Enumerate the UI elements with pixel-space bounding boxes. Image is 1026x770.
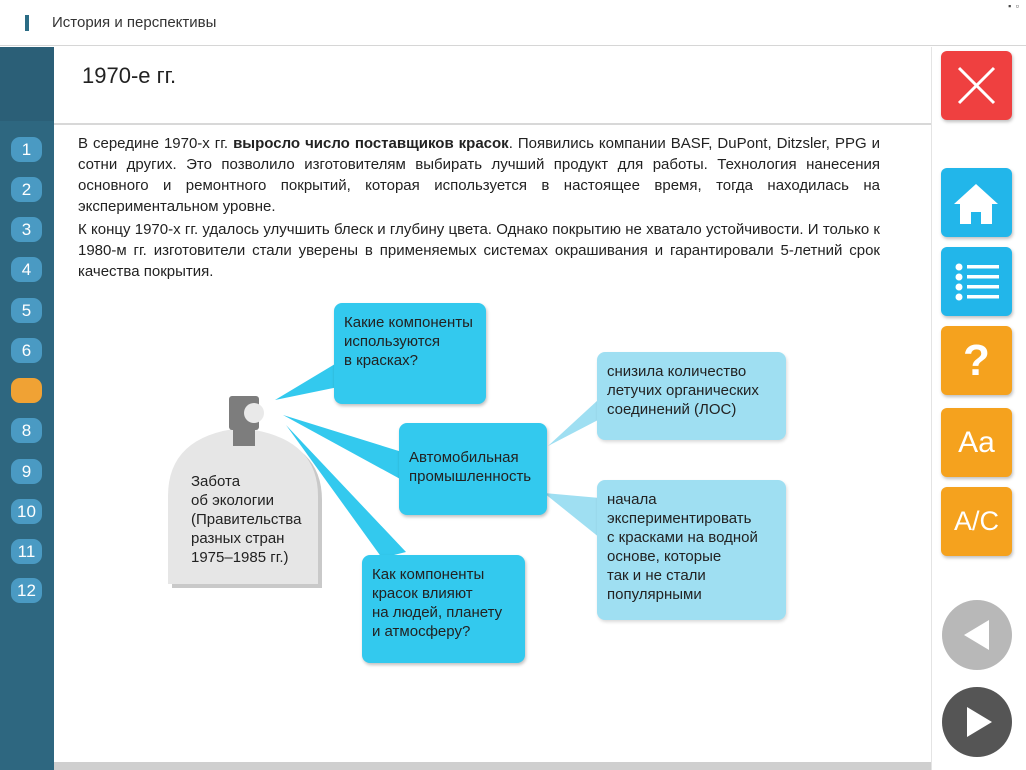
nav-item-5[interactable]: 5 (11, 298, 42, 323)
window-controls[interactable]: ▪ ▫ (1008, 1, 1020, 11)
result-waterborne-bubble: начала экспериментировать с красками на водной основе, которые так и не стали популярными (597, 480, 786, 620)
paragraph-2: К концу 1970-х гг. удалось улучшить блеск и глубину цвета. Однако покрытию не хватало устойчивости. И только к 1980-м гг. изготовители стали уверены в применяемых системах окрашивания и гарантировали 5-летний срок качества покрытия. (78, 221, 880, 280)
nav-item-2[interactable]: 2 (11, 177, 42, 202)
nav-item-8[interactable]: 8 (11, 418, 42, 443)
prev-button[interactable] (942, 600, 1012, 670)
nav-item-12[interactable]: 12 (11, 578, 42, 603)
ac-icon: A/C (953, 506, 999, 536)
font-size-button[interactable] (941, 408, 1012, 477)
close-button[interactable] (941, 51, 1012, 120)
close-icon (941, 51, 1012, 120)
home-button[interactable] (941, 168, 1012, 237)
question-impact-bubble: Как компоненты красок влияют на людей, планету и атмосферу? (362, 555, 525, 663)
font-icon: Aa (958, 426, 995, 459)
help-button[interactable] (941, 326, 1012, 395)
question-components-bubble: Какие компоненты используются в красках? (334, 303, 486, 404)
window-title: История и перспективы (52, 14, 217, 31)
paragraph-1-end: . Появились компании BASF, DuPont, Ditzsler, PPG и сотни других. Это позволило изготовителям выбирать лучший продукт для работы. Технология нанесения основного и ремонтного покрытий, которая используется в настоящее время, тогда находилась на экспериментальном уровне. (78, 135, 880, 215)
help-icon: ? (963, 336, 990, 385)
ecology-label: Забота об экологии (Правительства разных стран 1975–1985 гг.) (191, 473, 302, 566)
nav-item-3[interactable]: 3 (11, 217, 42, 242)
auto-industry-bubble: Автомобильная промышленность (399, 423, 547, 515)
nav-item-11[interactable]: 11 (11, 539, 42, 564)
nav-item-4[interactable]: 4 (11, 257, 42, 282)
paragraph-1-bold: выросло число поставщиков красок (233, 135, 509, 152)
next-icon (942, 687, 1012, 757)
result-voc-bubble: снизила количество летучих органических соединений (ЛОС) (597, 352, 786, 440)
connector-to-r1 (548, 400, 598, 446)
nav-item-10[interactable]: 10 (11, 499, 42, 524)
next-button[interactable] (942, 687, 1012, 757)
list-icon (941, 247, 1012, 316)
paragraph-1-start: В середине 1970-х гг. (78, 135, 234, 152)
prev-icon (942, 600, 1012, 670)
connector-to-r2 (544, 493, 600, 538)
home-icon (941, 168, 1012, 237)
page-title: 1970-е гг. (82, 63, 177, 88)
nav-item-9[interactable]: 9 (11, 459, 42, 484)
nav-item-1[interactable]: 1 (11, 137, 42, 162)
nav-item-6[interactable]: 6 (11, 338, 42, 363)
ac-button[interactable] (941, 487, 1012, 556)
contents-button[interactable] (941, 247, 1012, 316)
